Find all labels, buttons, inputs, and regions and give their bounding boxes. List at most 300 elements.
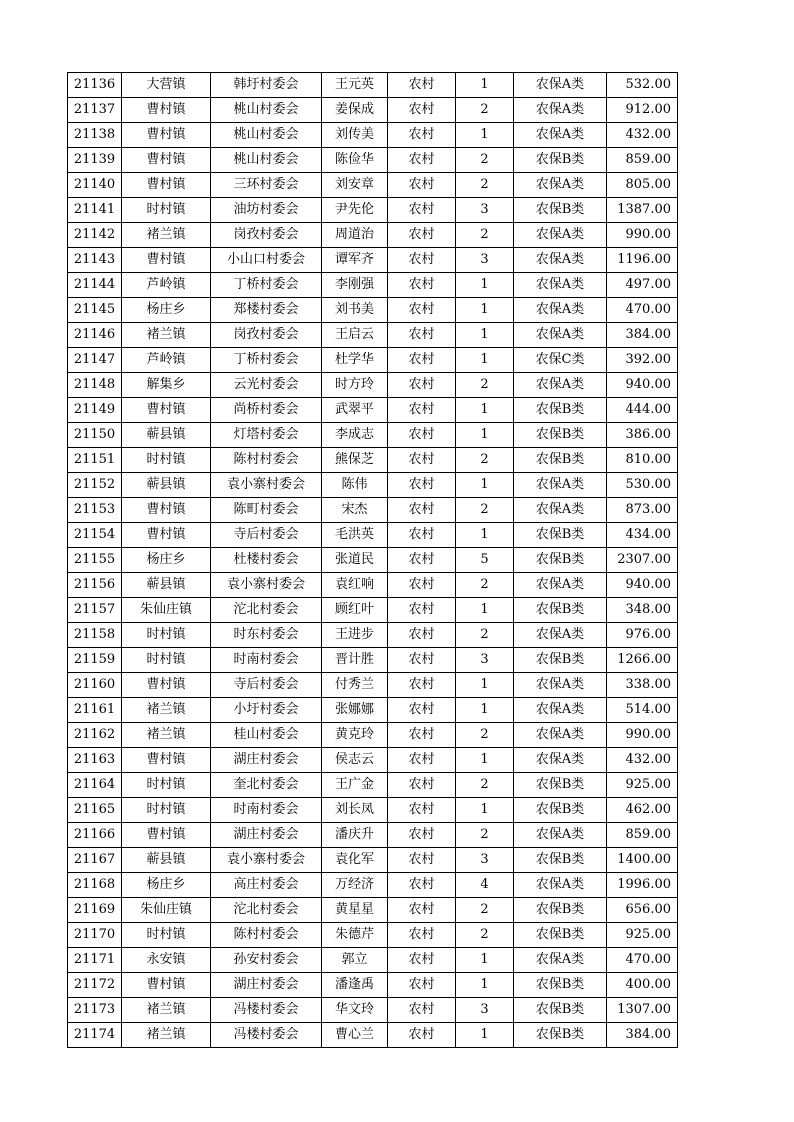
table-row [68, 248, 678, 273]
area-type-cell: 农村 [388, 573, 456, 598]
name-cell: 朱德芹 [322, 923, 388, 948]
village-committee-cell: 丁桥村委会 [211, 348, 322, 373]
category-cell: 农保C类 [514, 348, 607, 373]
amount-cell: 1266.00 [607, 648, 678, 673]
village-committee-cell: 沱北村委会 [211, 598, 322, 623]
town-cell: 褚兰镇 [122, 998, 211, 1023]
town-cell: 曹村镇 [122, 673, 211, 698]
household-size-cell: 2 [456, 448, 514, 473]
serial-number-cell: 21174 [68, 1023, 122, 1048]
serial-number-cell: 21167 [68, 848, 122, 873]
amount-cell: 912.00 [607, 98, 678, 123]
village-committee-cell: 冯楼村委会 [211, 998, 322, 1023]
name-cell: 杜学华 [322, 348, 388, 373]
village-committee-cell: 时东村委会 [211, 623, 322, 648]
area-type-cell: 农村 [388, 823, 456, 848]
name-cell: 王元英 [322, 73, 388, 98]
table-row [68, 348, 678, 373]
name-cell: 侯志云 [322, 748, 388, 773]
village-committee-cell: 桃山村委会 [211, 148, 322, 173]
town-cell: 曹村镇 [122, 973, 211, 998]
area-type-cell: 农村 [388, 173, 456, 198]
serial-number-cell: 21163 [68, 748, 122, 773]
amount-cell: 925.00 [607, 773, 678, 798]
area-type-cell: 农村 [388, 898, 456, 923]
table-row [68, 723, 678, 748]
amount-cell: 1196.00 [607, 248, 678, 273]
amount-cell: 805.00 [607, 173, 678, 198]
serial-number-cell: 21139 [68, 148, 122, 173]
table-row [68, 323, 678, 348]
town-cell: 大营镇 [122, 73, 211, 98]
category-cell: 农保A类 [514, 73, 607, 98]
category-cell: 农保B类 [514, 898, 607, 923]
category-cell: 农保A类 [514, 698, 607, 723]
serial-number-cell: 21169 [68, 898, 122, 923]
amount-cell: 1996.00 [607, 873, 678, 898]
area-type-cell: 农村 [388, 398, 456, 423]
name-cell: 周道治 [322, 223, 388, 248]
amount-cell: 497.00 [607, 273, 678, 298]
amount-cell: 386.00 [607, 423, 678, 448]
household-size-cell: 3 [456, 648, 514, 673]
category-cell: 农保A类 [514, 948, 607, 973]
town-cell: 曹村镇 [122, 248, 211, 273]
village-committee-cell: 桃山村委会 [211, 98, 322, 123]
amount-cell: 859.00 [607, 823, 678, 848]
household-size-cell: 3 [456, 848, 514, 873]
area-type-cell: 农村 [388, 798, 456, 823]
category-cell: 农保A类 [514, 623, 607, 648]
area-type-cell: 农村 [388, 298, 456, 323]
town-cell: 时村镇 [122, 623, 211, 648]
serial-number-cell: 21144 [68, 273, 122, 298]
category-cell: 农保A类 [514, 273, 607, 298]
category-cell: 农保B类 [514, 423, 607, 448]
table-row [68, 973, 678, 998]
serial-number-cell: 21152 [68, 473, 122, 498]
household-size-cell: 1 [456, 798, 514, 823]
area-type-cell: 农村 [388, 423, 456, 448]
amount-cell: 348.00 [607, 598, 678, 623]
name-cell: 万经济 [322, 873, 388, 898]
area-type-cell: 农村 [388, 748, 456, 773]
amount-cell: 2307.00 [607, 548, 678, 573]
area-type-cell: 农村 [388, 448, 456, 473]
village-committee-cell: 岗孜村委会 [211, 323, 322, 348]
category-cell: 农保A类 [514, 573, 607, 598]
name-cell: 毛洪英 [322, 523, 388, 548]
household-size-cell: 1 [456, 73, 514, 98]
town-cell: 曹村镇 [122, 748, 211, 773]
household-size-cell: 2 [456, 773, 514, 798]
town-cell: 蕲县镇 [122, 473, 211, 498]
name-cell: 黄克玲 [322, 723, 388, 748]
household-size-cell: 1 [456, 473, 514, 498]
serial-number-cell: 21140 [68, 173, 122, 198]
household-size-cell: 1 [456, 673, 514, 698]
category-cell: 农保B类 [514, 848, 607, 873]
name-cell: 袁化军 [322, 848, 388, 873]
category-cell: 农保B类 [514, 773, 607, 798]
town-cell: 蕲县镇 [122, 848, 211, 873]
table-row [68, 998, 678, 1023]
village-committee-cell: 韩圩村委会 [211, 73, 322, 98]
household-size-cell: 2 [456, 623, 514, 648]
area-type-cell: 农村 [388, 923, 456, 948]
category-cell: 农保A类 [514, 298, 607, 323]
category-cell: 农保B类 [514, 523, 607, 548]
town-cell: 时村镇 [122, 648, 211, 673]
household-size-cell: 2 [456, 223, 514, 248]
serial-number-cell: 21142 [68, 223, 122, 248]
household-size-cell: 2 [456, 723, 514, 748]
name-cell: 王广金 [322, 773, 388, 798]
household-size-cell: 1 [456, 348, 514, 373]
village-committee-cell: 陈町村委会 [211, 498, 322, 523]
village-committee-cell: 小山口村委会 [211, 248, 322, 273]
name-cell: 潘逢禹 [322, 973, 388, 998]
serial-number-cell: 21159 [68, 648, 122, 673]
table-row [68, 448, 678, 473]
town-cell: 朱仙庄镇 [122, 898, 211, 923]
category-cell: 农保A类 [514, 123, 607, 148]
category-cell: 农保B类 [514, 598, 607, 623]
category-cell: 农保A类 [514, 173, 607, 198]
name-cell: 付秀兰 [322, 673, 388, 698]
area-type-cell: 农村 [388, 348, 456, 373]
village-committee-cell: 小圩村委会 [211, 698, 322, 723]
amount-cell: 392.00 [607, 348, 678, 373]
table-row [68, 798, 678, 823]
household-size-cell: 2 [456, 148, 514, 173]
town-cell: 蕲县镇 [122, 573, 211, 598]
name-cell: 王进步 [322, 623, 388, 648]
household-size-cell: 4 [456, 873, 514, 898]
category-cell: 农保B类 [514, 798, 607, 823]
town-cell: 曹村镇 [122, 123, 211, 148]
town-cell: 褚兰镇 [122, 723, 211, 748]
amount-cell: 940.00 [607, 573, 678, 598]
town-cell: 芦岭镇 [122, 348, 211, 373]
village-committee-cell: 寺后村委会 [211, 523, 322, 548]
town-cell: 杨庄乡 [122, 873, 211, 898]
category-cell: 农保A类 [514, 673, 607, 698]
name-cell: 王启云 [322, 323, 388, 348]
name-cell: 张娜娜 [322, 698, 388, 723]
household-size-cell: 1 [456, 423, 514, 448]
town-cell: 时村镇 [122, 198, 211, 223]
name-cell: 尹先伦 [322, 198, 388, 223]
area-type-cell: 农村 [388, 973, 456, 998]
town-cell: 杨庄乡 [122, 298, 211, 323]
town-cell: 时村镇 [122, 773, 211, 798]
serial-number-cell: 21166 [68, 823, 122, 848]
category-cell: 农保B类 [514, 973, 607, 998]
name-cell: 黄星星 [322, 898, 388, 923]
name-cell: 时方玲 [322, 373, 388, 398]
table-row [68, 948, 678, 973]
area-type-cell: 农村 [388, 773, 456, 798]
category-cell: 农保B类 [514, 998, 607, 1023]
area-type-cell: 农村 [388, 73, 456, 98]
household-size-cell: 3 [456, 248, 514, 273]
table-row [68, 273, 678, 298]
table-row [68, 773, 678, 798]
amount-cell: 532.00 [607, 73, 678, 98]
category-cell: 农保A类 [514, 323, 607, 348]
serial-number-cell: 21165 [68, 798, 122, 823]
village-committee-cell: 郑楼村委会 [211, 298, 322, 323]
category-cell: 农保A类 [514, 723, 607, 748]
table-row [68, 123, 678, 148]
amount-cell: 400.00 [607, 973, 678, 998]
town-cell: 杨庄乡 [122, 548, 211, 573]
name-cell: 华文玲 [322, 998, 388, 1023]
table-row [68, 573, 678, 598]
amount-cell: 530.00 [607, 473, 678, 498]
table-row [68, 673, 678, 698]
name-cell: 郭立 [322, 948, 388, 973]
table-row [68, 498, 678, 523]
amount-cell: 432.00 [607, 748, 678, 773]
table-body [68, 73, 678, 1048]
area-type-cell: 农村 [388, 523, 456, 548]
category-cell: 农保A类 [514, 498, 607, 523]
village-committee-cell: 奎北村委会 [211, 773, 322, 798]
town-cell: 朱仙庄镇 [122, 598, 211, 623]
village-committee-cell: 陈村村委会 [211, 448, 322, 473]
area-type-cell: 农村 [388, 723, 456, 748]
village-committee-cell: 湖庄村委会 [211, 748, 322, 773]
table-row [68, 98, 678, 123]
household-size-cell: 2 [456, 573, 514, 598]
amount-cell: 976.00 [607, 623, 678, 648]
town-cell: 永安镇 [122, 948, 211, 973]
village-committee-cell: 丁桥村委会 [211, 273, 322, 298]
household-size-cell: 1 [456, 398, 514, 423]
serial-number-cell: 21171 [68, 948, 122, 973]
amount-cell: 514.00 [607, 698, 678, 723]
town-cell: 时村镇 [122, 923, 211, 948]
village-committee-cell: 袁小寨村委会 [211, 848, 322, 873]
category-cell: 农保B类 [514, 448, 607, 473]
amount-cell: 434.00 [607, 523, 678, 548]
name-cell: 陈伟 [322, 473, 388, 498]
household-size-cell: 2 [456, 923, 514, 948]
amount-cell: 925.00 [607, 923, 678, 948]
table-row [68, 173, 678, 198]
serial-number-cell: 21172 [68, 973, 122, 998]
name-cell: 刘传美 [322, 123, 388, 148]
village-committee-cell: 岗孜村委会 [211, 223, 322, 248]
serial-number-cell: 21138 [68, 123, 122, 148]
category-cell: 农保A类 [514, 748, 607, 773]
table-row [68, 923, 678, 948]
serial-number-cell: 21160 [68, 673, 122, 698]
village-committee-cell: 湖庄村委会 [211, 823, 322, 848]
village-committee-cell: 杜楼村委会 [211, 548, 322, 573]
category-cell: 农保B类 [514, 398, 607, 423]
table-row [68, 598, 678, 623]
household-size-cell: 2 [456, 898, 514, 923]
serial-number-cell: 21150 [68, 423, 122, 448]
amount-cell: 940.00 [607, 373, 678, 398]
area-type-cell: 农村 [388, 598, 456, 623]
category-cell: 农保A类 [514, 373, 607, 398]
serial-number-cell: 21161 [68, 698, 122, 723]
household-size-cell: 2 [456, 173, 514, 198]
table-row [68, 298, 678, 323]
area-type-cell: 农村 [388, 223, 456, 248]
area-type-cell: 农村 [388, 98, 456, 123]
household-size-cell: 2 [456, 373, 514, 398]
serial-number-cell: 21145 [68, 298, 122, 323]
name-cell: 晋计胜 [322, 648, 388, 673]
area-type-cell: 农村 [388, 273, 456, 298]
area-type-cell: 农村 [388, 198, 456, 223]
category-cell: 农保A类 [514, 223, 607, 248]
area-type-cell: 农村 [388, 623, 456, 648]
table-row [68, 698, 678, 723]
name-cell: 袁红响 [322, 573, 388, 598]
town-cell: 曹村镇 [122, 173, 211, 198]
household-size-cell: 5 [456, 548, 514, 573]
amount-cell: 432.00 [607, 123, 678, 148]
serial-number-cell: 21157 [68, 598, 122, 623]
town-cell: 曹村镇 [122, 148, 211, 173]
name-cell: 潘庆升 [322, 823, 388, 848]
category-cell: 农保B类 [514, 548, 607, 573]
table-row [68, 623, 678, 648]
village-committee-cell: 孙安村委会 [211, 948, 322, 973]
amount-cell: 470.00 [607, 298, 678, 323]
area-type-cell: 农村 [388, 848, 456, 873]
household-size-cell: 2 [456, 823, 514, 848]
amount-cell: 1307.00 [607, 998, 678, 1023]
household-size-cell: 1 [456, 698, 514, 723]
name-cell: 姜保成 [322, 98, 388, 123]
village-committee-cell: 云光村委会 [211, 373, 322, 398]
area-type-cell: 农村 [388, 873, 456, 898]
serial-number-cell: 21143 [68, 248, 122, 273]
name-cell: 谭军齐 [322, 248, 388, 273]
name-cell: 宋杰 [322, 498, 388, 523]
table-row [68, 373, 678, 398]
category-cell: 农保A类 [514, 823, 607, 848]
amount-cell: 462.00 [607, 798, 678, 823]
name-cell: 曹心兰 [322, 1023, 388, 1048]
amount-cell: 990.00 [607, 223, 678, 248]
area-type-cell: 农村 [388, 248, 456, 273]
amount-cell: 384.00 [607, 1023, 678, 1048]
household-size-cell: 1 [456, 273, 514, 298]
household-size-cell: 1 [456, 523, 514, 548]
town-cell: 褚兰镇 [122, 698, 211, 723]
table-row [68, 548, 678, 573]
household-size-cell: 1 [456, 748, 514, 773]
household-size-cell: 2 [456, 98, 514, 123]
area-type-cell: 农村 [388, 123, 456, 148]
table-row [68, 398, 678, 423]
table-row [68, 223, 678, 248]
name-cell: 刘安章 [322, 173, 388, 198]
amount-cell: 656.00 [607, 898, 678, 923]
name-cell: 张道民 [322, 548, 388, 573]
town-cell: 时村镇 [122, 448, 211, 473]
amount-cell: 444.00 [607, 398, 678, 423]
area-type-cell: 农村 [388, 698, 456, 723]
data-table [67, 72, 678, 1048]
household-size-cell: 1 [456, 123, 514, 148]
serial-number-cell: 21153 [68, 498, 122, 523]
name-cell: 李成志 [322, 423, 388, 448]
serial-number-cell: 21148 [68, 373, 122, 398]
town-cell: 蕲县镇 [122, 423, 211, 448]
serial-number-cell: 21154 [68, 523, 122, 548]
table-row [68, 648, 678, 673]
town-cell: 曹村镇 [122, 498, 211, 523]
village-committee-cell: 高庄村委会 [211, 873, 322, 898]
area-type-cell: 农村 [388, 498, 456, 523]
serial-number-cell: 21147 [68, 348, 122, 373]
serial-number-cell: 21156 [68, 573, 122, 598]
area-type-cell: 农村 [388, 998, 456, 1023]
village-committee-cell: 油坊村委会 [211, 198, 322, 223]
table-row [68, 748, 678, 773]
table-row [68, 873, 678, 898]
category-cell: 农保B类 [514, 198, 607, 223]
town-cell: 褚兰镇 [122, 1023, 211, 1048]
serial-number-cell: 21141 [68, 198, 122, 223]
name-cell: 刘书美 [322, 298, 388, 323]
household-size-cell: 3 [456, 998, 514, 1023]
area-type-cell: 农村 [388, 548, 456, 573]
name-cell: 刘长凤 [322, 798, 388, 823]
amount-cell: 338.00 [607, 673, 678, 698]
category-cell: 农保A类 [514, 248, 607, 273]
amount-cell: 873.00 [607, 498, 678, 523]
amount-cell: 1387.00 [607, 198, 678, 223]
amount-cell: 990.00 [607, 723, 678, 748]
table-row [68, 523, 678, 548]
town-cell: 芦岭镇 [122, 273, 211, 298]
serial-number-cell: 21162 [68, 723, 122, 748]
category-cell: 农保B类 [514, 148, 607, 173]
area-type-cell: 农村 [388, 323, 456, 348]
table-row [68, 848, 678, 873]
household-size-cell: 1 [456, 973, 514, 998]
town-cell: 曹村镇 [122, 523, 211, 548]
serial-number-cell: 21151 [68, 448, 122, 473]
area-type-cell: 农村 [388, 948, 456, 973]
village-committee-cell: 陈村村委会 [211, 923, 322, 948]
village-committee-cell: 桂山村委会 [211, 723, 322, 748]
village-committee-cell: 冯楼村委会 [211, 1023, 322, 1048]
category-cell: 农保B类 [514, 648, 607, 673]
name-cell: 陈俭华 [322, 148, 388, 173]
village-committee-cell: 湖庄村委会 [211, 973, 322, 998]
table-row [68, 198, 678, 223]
table-row [68, 473, 678, 498]
household-size-cell: 3 [456, 198, 514, 223]
village-committee-cell: 时南村委会 [211, 648, 322, 673]
household-size-cell: 1 [456, 598, 514, 623]
serial-number-cell: 21168 [68, 873, 122, 898]
serial-number-cell: 21136 [68, 73, 122, 98]
village-committee-cell: 袁小寨村委会 [211, 473, 322, 498]
serial-number-cell: 21149 [68, 398, 122, 423]
